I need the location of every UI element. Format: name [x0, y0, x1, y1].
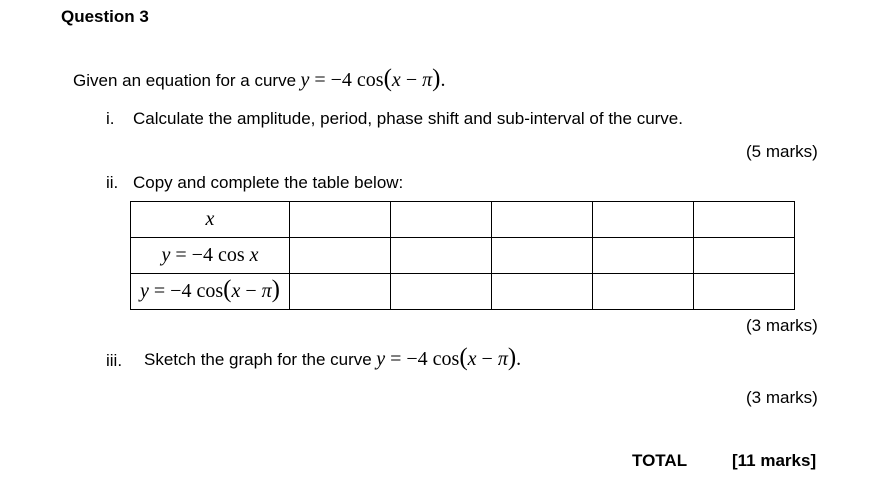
values-table	[130, 201, 795, 310]
table-cell	[391, 202, 492, 238]
total-marks: [11 marks]	[732, 451, 817, 470]
table-cell	[492, 238, 593, 274]
part-iii-line	[144, 344, 522, 371]
table-cell	[391, 238, 492, 274]
part-i-label: i.	[106, 109, 115, 128]
part-iii-label: iii.	[106, 351, 123, 370]
table-cell	[492, 274, 593, 310]
table-row	[131, 238, 795, 274]
intro-text: Given an equation for a curve	[73, 71, 297, 90]
table-cell	[290, 274, 391, 310]
table-cell	[694, 274, 795, 310]
row-header-y-cos-x: y = −4 cos x	[131, 238, 290, 274]
part-iii-text: Sketch the graph for the curve	[144, 350, 372, 369]
intro-line	[73, 65, 446, 92]
part-ii-text: Copy and complete the table below:	[133, 173, 404, 192]
table-cell	[593, 202, 694, 238]
question-heading: Question 3	[61, 7, 149, 26]
total-label: TOTAL	[632, 451, 688, 470]
table-cell	[593, 238, 694, 274]
part-i-text: Calculate the amplitude, period, phase shift and sub-interval of the curve.	[133, 109, 683, 128]
table-cell	[694, 238, 795, 274]
table-cell	[593, 274, 694, 310]
table-row	[131, 202, 795, 238]
row-header-x: x	[131, 202, 290, 238]
row-header-y-cos-shift: y = −4 cos(x − π)	[131, 274, 290, 310]
table-row	[131, 274, 795, 310]
table-cell	[290, 238, 391, 274]
table-cell	[694, 202, 795, 238]
part-ii-label: ii.	[106, 173, 119, 192]
part-ii-marks: (3 marks)	[746, 316, 818, 335]
part-i-marks: (5 marks)	[746, 142, 818, 161]
part-iii-marks: (3 marks)	[746, 388, 818, 407]
table-cell	[391, 274, 492, 310]
table-cell	[290, 202, 391, 238]
table-cell	[492, 202, 593, 238]
equation-sketch: y = −4 cos(x − π).	[376, 344, 522, 371]
equation-curve: y = −4 cos(x − π).	[300, 65, 446, 92]
